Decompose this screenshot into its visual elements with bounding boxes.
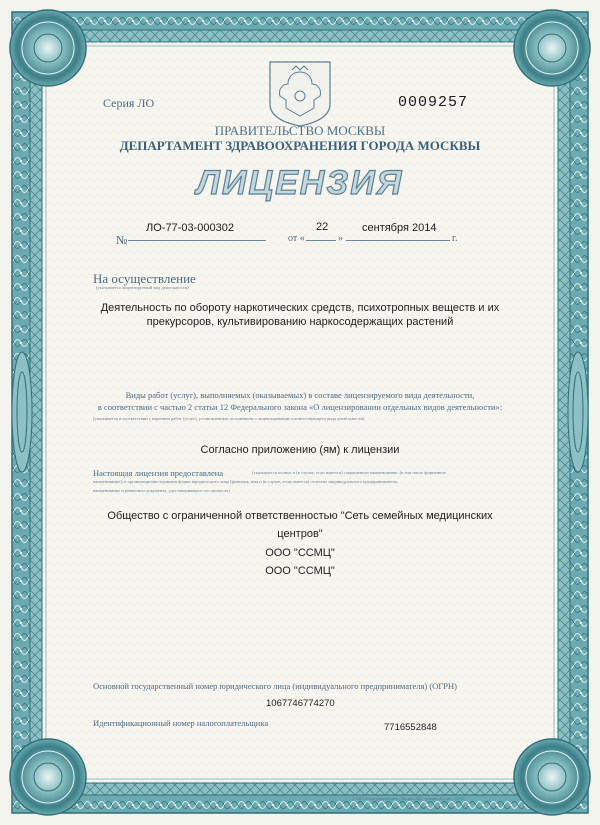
ogrn-label: Основной государственный номер юридического лица (индивидуального предпринимателя) (ОГРН) bbox=[93, 681, 457, 691]
printer-note: © ЗАО «Полиграфкомплект», Москва, 2012, уровень «Б», лиц. 133-55 bbox=[352, 797, 465, 801]
issued-to-hint-3: наименование и реквизиты документа, удостоверяющего его личность) bbox=[93, 488, 230, 493]
works-value: Согласно приложению (ям) к лицензии bbox=[200, 444, 400, 456]
year-suffix: г. bbox=[452, 233, 458, 244]
serial-number: 0009257 bbox=[398, 94, 469, 111]
activity-label: На осуществление bbox=[93, 271, 196, 286]
organization-name-line-2: центров" bbox=[277, 528, 323, 540]
series-label: Серия ЛО bbox=[103, 96, 155, 110]
document-title: ЛИЦЕНЗИЯ bbox=[196, 164, 404, 202]
mid-label: » bbox=[338, 233, 343, 244]
license-day: 22 bbox=[316, 221, 329, 233]
ogrn-value: 1067746774270 bbox=[266, 698, 335, 709]
works-hint: (указывается в соответствии с перечнем работ (услуг), установленным положением о лицензировании соответствующего вида деятельности) bbox=[93, 416, 365, 421]
activity-hint: (указывается лицензируемый вид деятельности) bbox=[96, 285, 189, 290]
from-label: от « bbox=[288, 233, 305, 244]
license-number: ЛО-77-03-000302 bbox=[146, 222, 234, 234]
activity-text: Деятельность по обороту наркотических средств, психотропных веществ и их прекурсоров, культивированию наркосодержащих растений bbox=[100, 302, 500, 328]
government-name: ПРАВИТЕЛЬСТВО МОСКВЫ bbox=[214, 123, 386, 138]
license-month-year: сентября 2014 bbox=[362, 222, 437, 234]
works-line-2: в соответствии с частью 2 статьи 12 Федерального закона «О лицензировании отдельных видов деятельности»: bbox=[97, 402, 503, 412]
organization-name-line-1: Общество с ограниченной ответственностью "Сеть семейных медицинских bbox=[107, 510, 493, 522]
organization-short-name-2: ООО "ССМЦ" bbox=[265, 565, 335, 577]
coat-of-arms-icon bbox=[270, 62, 330, 126]
organization-short-name-1: ООО "ССМЦ" bbox=[265, 547, 335, 559]
department-name: ДЕПАРТАМЕНТ ЗДРАВООХРАНЕНИЯ ГОРОДА МОСКВЫ bbox=[119, 138, 481, 153]
issued-to-label: Настоящая лицензия предоставлена bbox=[93, 468, 224, 478]
inn-value: 7716552848 bbox=[384, 722, 437, 733]
inn-label: Идентификационный номер налогоплательщика bbox=[93, 718, 269, 728]
works-line-1: Виды работ (услуг), выполняемых (оказываемых) в составе лицензируемого вида деятельности, bbox=[125, 390, 475, 400]
issued-to-hint-1: (указывается полное и (в случае, если имеется) сокращенное наименование, (в том числе фирменное bbox=[252, 470, 446, 475]
number-prefix: № bbox=[116, 233, 128, 247]
issued-to-hint-2: наименование), и организационно-правовая форма юридического лица (фамилия, имя и (в случае, если имеется) отчество индивидуального предпринимателя, bbox=[93, 479, 398, 484]
